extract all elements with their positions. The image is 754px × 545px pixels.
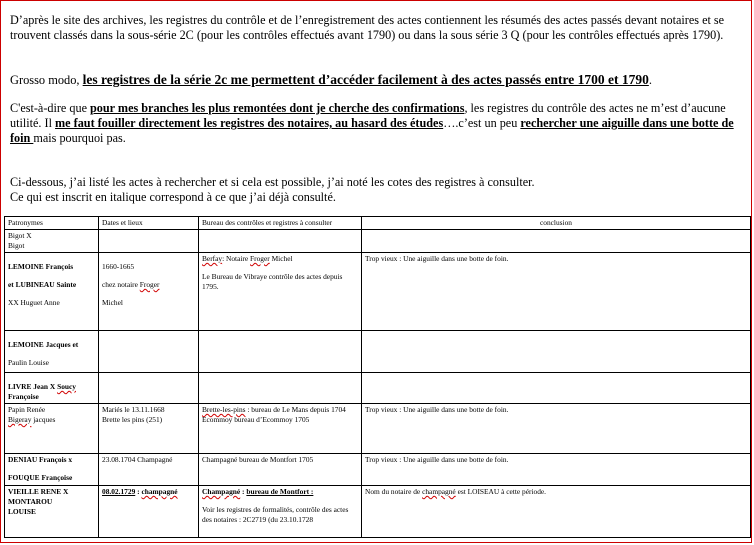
name-line: Bigot (8, 241, 25, 250)
table-row (5, 230, 751, 253)
name-line: FOUQUE Françoise (8, 473, 73, 482)
name-part: jacques (31, 415, 56, 424)
date-part: : (135, 487, 142, 496)
date-part: 08.02.1729 (102, 487, 136, 496)
bureau-part: : bureau de Le Mans depuis 1704 (245, 405, 346, 414)
header-conclusion: conclusion (362, 217, 751, 230)
cell-bureau (199, 486, 362, 538)
date-line (102, 280, 195, 290)
bureau-part: Brette-les-pins (202, 405, 246, 414)
cell-conclusion (362, 331, 751, 373)
bureau-line: Ecommoy bureau d’Ecommoy 1705 (202, 415, 310, 424)
conclusion-text (365, 487, 747, 497)
name-line: LEMOINE Jacques et (8, 340, 79, 349)
bureau-part: Champagné (202, 487, 241, 496)
conclusion-part: champagné (422, 487, 456, 496)
cell-date (99, 230, 199, 253)
cell-date (99, 454, 199, 486)
cell-conclusion (362, 486, 751, 538)
cell-bureau (199, 230, 362, 253)
table-row (5, 331, 751, 373)
cell-conclusion (362, 373, 751, 404)
cell-name (5, 253, 99, 331)
cell-name (5, 230, 99, 253)
table-row (5, 253, 751, 331)
bureau-part: bureau de Montfort : (246, 487, 314, 496)
cell-conclusion (362, 404, 751, 454)
cell-name (5, 486, 99, 538)
name-line: LEMOINE François (8, 262, 74, 271)
date-part: chez notaire (102, 280, 140, 289)
name-line: MONTAROU (8, 497, 53, 506)
conclusion-part: Nom du notaire de (365, 487, 423, 496)
name-part: LIVRE Jean X (8, 382, 58, 391)
date-line (102, 487, 195, 497)
name-line: et LUBINEAU Sainte (8, 280, 77, 289)
date-line: Brette les pins (251) (102, 415, 163, 424)
bureau-part: Berfay (202, 254, 223, 263)
date-part: champagné (141, 487, 178, 496)
records-table (4, 216, 751, 538)
cell-name (5, 454, 99, 486)
explanation-part-a: C'est-à-dire que (10, 101, 91, 115)
date-line: 23.08.1704 Champagné (102, 455, 173, 464)
header-dates: Dates et lieux (99, 217, 199, 230)
explanation-bold-b: pour mes branches les plus remontées dont je cherche des confirmations (90, 101, 465, 115)
header-patronymes: Patronymes (5, 217, 99, 230)
bureau-line: Le Bureau de Vibraye contrôle des actes depuis 1795. (202, 272, 343, 291)
explanation-part-c: , les registres du contrôle des actes ne m’est d’aucune utilité. Il (10, 101, 726, 130)
cell-bureau (199, 253, 362, 331)
name-line: Papin Renée (8, 405, 46, 414)
cell-bureau (199, 373, 362, 404)
name-line: Françoise (8, 392, 39, 401)
cell-conclusion (362, 230, 751, 253)
explanation-paragraph (10, 101, 740, 146)
summary-bold-text: les registres de la série 2c me permettent d’accéder facilement à des actes passés entre 1700 et 1790 (82, 72, 649, 87)
conclusion-text: Trop vieux : Une aiguille dans une botte de foin. (365, 254, 509, 263)
cell-date (99, 404, 199, 454)
summary-prefix: Grosso modo, (10, 73, 83, 87)
bureau-part: : Notaire (222, 254, 251, 263)
date-part: Froger (139, 280, 160, 289)
explanation-part-g: mais pourquoi pas. (33, 131, 126, 145)
bureau-line (202, 405, 358, 415)
date-line: 1660-1665 (102, 262, 135, 271)
cell-name (5, 404, 99, 454)
bureau-part: : (240, 487, 247, 496)
table-row (5, 404, 751, 454)
cell-name (5, 331, 99, 373)
cell-bureau (199, 404, 362, 454)
bureau-line: Champagné bureau de Montfort 1705 (202, 455, 314, 464)
cell-date (99, 373, 199, 404)
explanation-bold-f: rechercher une aiguille dans une botte de foin (10, 116, 734, 145)
cell-date (99, 331, 199, 373)
cell-date (99, 486, 199, 538)
date-line: Mariés le 13.11.1668 (102, 405, 165, 414)
name-part: Bigeray (8, 415, 32, 424)
summary-paragraph (10, 72, 740, 88)
list-intro-line-1: Ci-dessous, j’ai listé les actes à rechercher et si cela est possible, j’ai noté les cotes des registres à consulter. (10, 175, 535, 189)
cell-conclusion (362, 253, 751, 331)
conclusion-text: Trop vieux : Une aiguille dans une botte de foin. (365, 455, 509, 464)
table-header-row (5, 217, 751, 230)
list-intro-line-2: Ce qui est inscrit en italique correspond à ce que j’ai déjà consulté. (10, 190, 336, 204)
list-intro-paragraph (10, 175, 740, 205)
bureau-line (202, 254, 358, 264)
cell-bureau (199, 331, 362, 373)
summary-suffix: . (648, 73, 652, 87)
intro-paragraph: D’après le site des archives, les registres du contrôle et de l’enregistrement des actes contiennent les résumés des actes passés devant notaires et se trouvent classés dans la sous-série 2C (pour les contrôles effectués avant 1790) ou dans la sous série 3 Q (pour les contrôles effectués après 1790). (10, 13, 725, 42)
name-line: DENIAU François x (8, 455, 73, 464)
name-line: LOUISE (8, 507, 36, 516)
name-part: Soucy (57, 382, 76, 391)
explanation-part-e: ….c’est un peu (443, 116, 521, 130)
date-line: Michel (102, 298, 123, 307)
table-row (5, 373, 751, 404)
cell-bureau (199, 454, 362, 486)
cell-name (5, 373, 99, 404)
cell-conclusion (362, 454, 751, 486)
bureau-line: Voir les registres de formalités, contrôle des actes des notaires : 2C2719 (du 23.10.1728 (202, 505, 349, 524)
name-line (8, 382, 95, 392)
name-line (8, 415, 95, 425)
name-line: XX Huguet Anne (8, 298, 60, 307)
conclusion-text: Trop vieux : Une aiguille dans une botte de foin. (365, 405, 509, 414)
name-line: Bigot X (8, 231, 32, 240)
name-line: VIEILLE RENE X (8, 487, 69, 496)
name-line: Paulin Louise (8, 358, 49, 367)
header-bureau: Bureau des contrôles et registres à consulter (199, 217, 362, 230)
explanation-bold-d: me faut fouiller directement les registres des notaires, au hasard des études (55, 116, 444, 130)
cell-date (99, 253, 199, 331)
table-row (5, 454, 751, 486)
bureau-part: Froger (250, 254, 270, 263)
bureau-line (202, 487, 358, 497)
conclusion-part: est LOISEAU à cette période. (455, 487, 547, 496)
bureau-part: Michel (269, 254, 293, 263)
table-row (5, 486, 751, 538)
